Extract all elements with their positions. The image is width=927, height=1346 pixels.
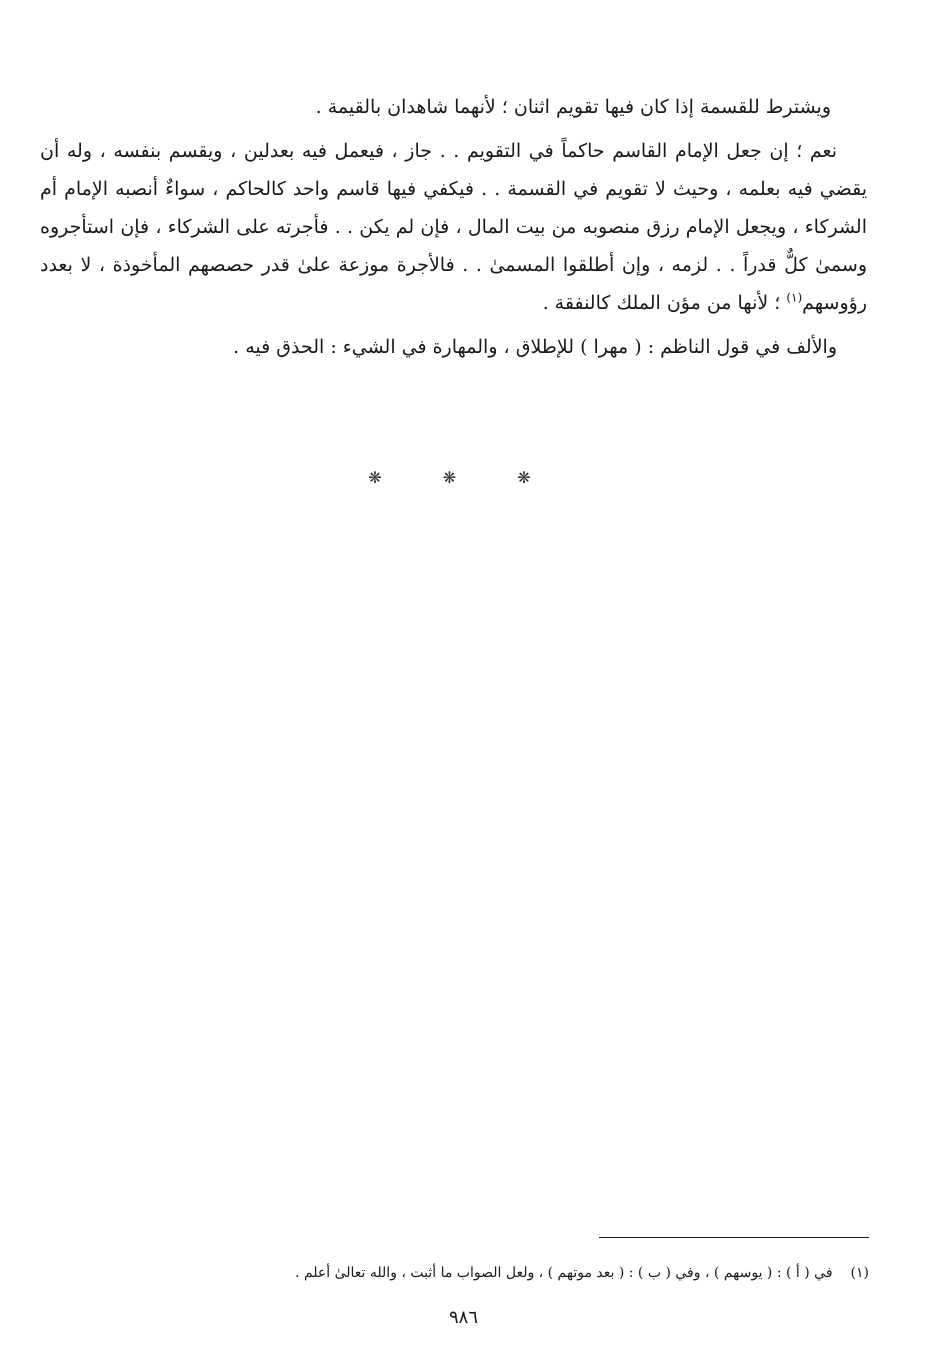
- footnote-number: (١): [850, 1265, 869, 1281]
- section-separator: ❋ ❋ ❋: [368, 468, 559, 487]
- footnote-text: في ( أ ) : ( يوسهم ) ، وفي ( ب ) : ( بعد موتهم ) ، ولعل الصواب ما أثبت ، والله تعالىٰ أعلم .: [295, 1265, 833, 1281]
- paragraph-1: ويشترط للقسمة إذا كان فيها تقويم اثنان ؛ لأنهما شاهدان بالقيمة .: [315, 96, 831, 118]
- paragraph-2: [40, 132, 867, 322]
- main-text-block: [40, 88, 867, 372]
- footnote-divider: [599, 1237, 869, 1238]
- paragraph-2-tail: ؛ لأنها من مؤن الملك كالنفقة .: [542, 292, 787, 314]
- paragraph-3: والألف في قول الناظم : ( مهرا ) للإطلاق ، والمهارة في الشيء : الحذق فيه .: [233, 336, 837, 358]
- paragraph-2-body: نعم ؛ إن جعل الإمام القاسم حاكماً في التقويم . . جاز ، فيعمل فيه بعدلين ، ويقسم بنفسه ، وله أن يقضي فيه بعلمه ، وحيث لا تقويم في القسمة . . فيكفي فيها قاسم واحد كالحاكم ، سواءٌ أنصبه الإمام أم الشركاء ، ويجعل الإمام رزق منصوبه من بيت المال ، فإن لم يكن . . فأجرته على الشركاء ، فإن استأجروه وسمىٰ كلٌّ قدراً . . لزمه ، وإن أطلقوا المسمىٰ . . فالأجرة موزعة علىٰ قدر حصصهم المأخوذة ، لا بعدد رؤوسهم: [40, 140, 867, 314]
- page-number: ٩٨٦: [448, 1307, 478, 1328]
- footnote-reference: (١): [786, 290, 803, 305]
- footnote: [40, 1260, 869, 1286]
